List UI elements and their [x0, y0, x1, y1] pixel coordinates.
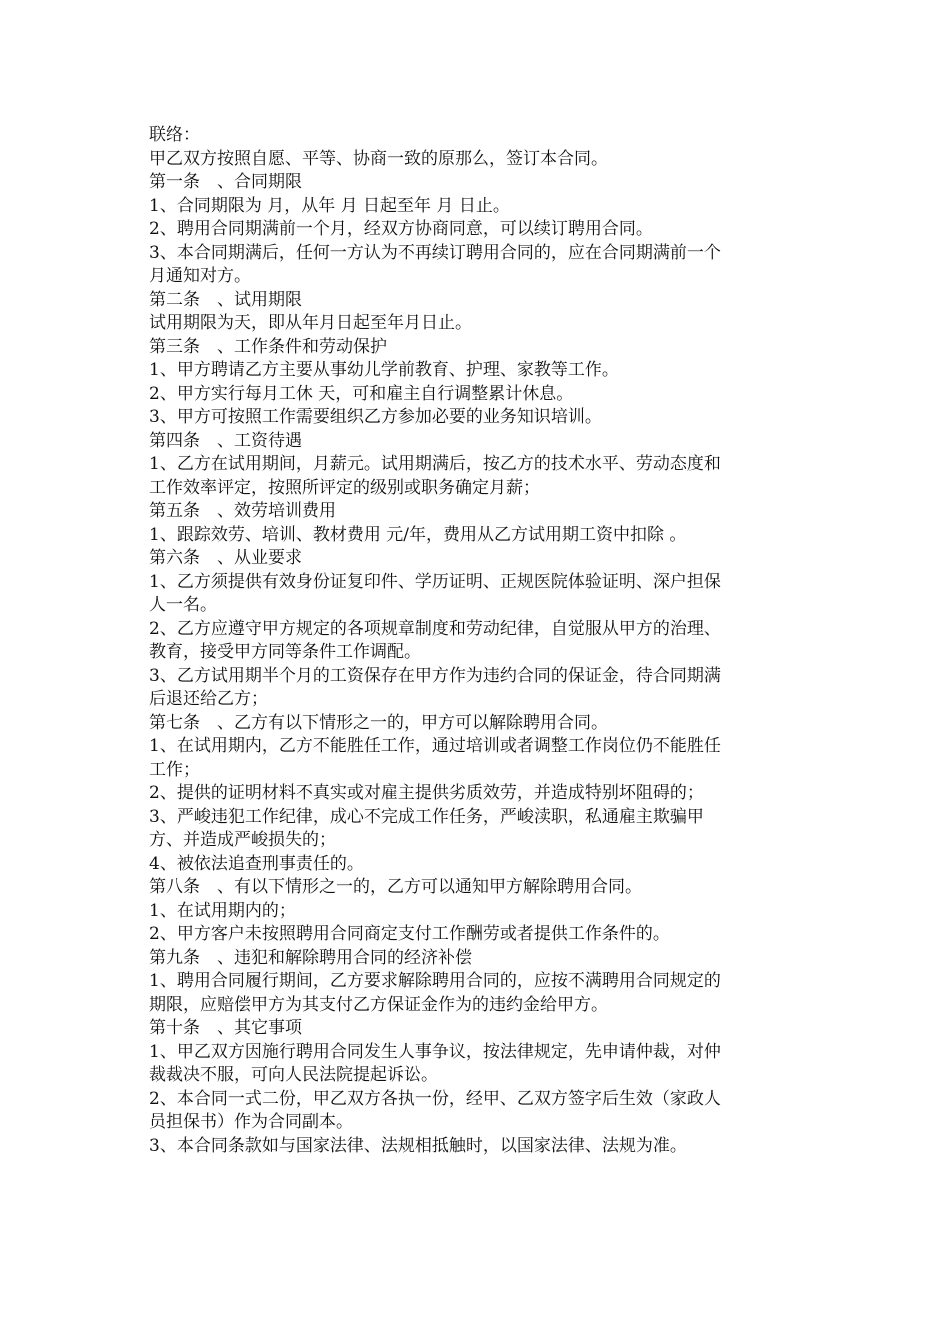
text-line: 2、提供的证明材料不真实或对雇主提供劣质效劳，并造成特别坏阻碍的；: [149, 783, 704, 803]
text-line: 1、甲方聘请乙方主要从事幼儿学前教育、护理、家教等工作。: [149, 360, 619, 380]
text-line: 2、甲方客户未按照聘用合同商定支付工作酬劳或者提供工作条件的。: [149, 924, 670, 944]
text-line: 试用期限为天，即从年月日起至年月日止。: [149, 313, 472, 333]
text-line: 2、甲方实行每月工休 天，可和雇主自行调整累计休息。: [149, 383, 574, 404]
text-line: 1、甲乙双方因施行聘用合同发生人事争议，按法律规定，先申请仲裁，对仲: [149, 1041, 721, 1062]
text-line: 1、聘用合同履行期间，乙方要求解除聘用合同的，应按不满聘用合同规定的: [149, 971, 721, 991]
article-heading: 第三条 、工作条件和劳动保护: [149, 336, 387, 357]
text-line: 3、严峻违犯工作纪律，成心不完成工作任务，严峻渎职，私通雇主欺骗甲: [149, 806, 704, 827]
text-line: 2、聘用合同期满前一个月，经双方协商同意，可以续订聘用合同。: [149, 219, 653, 239]
text-line: 1、合同期限为 月，从年 月 日起至年 月 日止。: [149, 195, 510, 216]
text-line: 甲乙双方按照自愿、平等、协商一致的原那么，签订本合同。: [149, 148, 608, 169]
text-line: 方、并造成严峻损失的；: [149, 830, 336, 850]
text-line: 后退还给乙方；: [149, 689, 268, 709]
text-line: 月通知对方。: [149, 266, 251, 286]
article-heading: 第一条 、合同期限: [149, 172, 302, 192]
text-line: 联络：: [149, 125, 200, 145]
article-heading: 第八条 、有以下情形之一的，乙方可以通知甲方解除聘用合同。: [149, 877, 642, 897]
document-page: [149, 124, 795, 1158]
article-heading: 第七条 、乙方有以下情形之一的，甲方可以解除聘用合同。: [149, 712, 608, 733]
text-line: 3、本合同条款如与国家法律、法规相抵触时，以国家法律、法规为准。: [149, 1135, 687, 1156]
text-line: 2、本合同一式二份，甲乙双方各执一份，经甲、乙双方签字后生效（家政人: [149, 1088, 721, 1109]
text-line: 4、被依法追查刑事责任的。: [149, 853, 364, 874]
text-line: 2、乙方应遵守甲方规定的各项规章制度和劳动纪律，自觉服从甲方的治理、: [149, 618, 721, 639]
article-heading: 第四条 、工资待遇: [149, 430, 302, 451]
text-line: 教育，接受甲方同等条件工作调配。: [149, 642, 421, 662]
article-heading: 第六条 、从业要求: [149, 548, 302, 568]
article-heading: 第五条 、效劳培训费用: [149, 501, 336, 521]
text-line: 期限，应赔偿甲方为其支付乙方保证金作为的违约金给甲方。: [149, 994, 608, 1015]
article-heading: 第十条 、其它事项: [149, 1018, 302, 1038]
text-line: 1、在试用期内的；: [149, 900, 296, 921]
text-line: 1、在试用期内，乙方不能胜任工作，通过培训或者调整工作岗位仍不能胜任: [149, 736, 721, 756]
text-line: 员担保书）作为合同副本。: [149, 1112, 353, 1132]
article-heading: 第二条 、试用期限: [149, 289, 302, 310]
text-line: 3、甲方可按照工作需要组织乙方参加必要的业务知识培训。: [149, 407, 602, 427]
text-line: 工作；: [149, 759, 200, 780]
text-line: 1、乙方在试用期间，月薪元。试用期满后，按乙方的技术水平、劳动态度和: [149, 454, 721, 474]
text-line: 1、乙方须提供有效身份证复印件、学历证明、正规医院体验证明、深户担保: [149, 571, 721, 592]
text-line: 3、本合同期满后，任何一方认为不再续订聘用合同的，应在合同期满前一个: [149, 242, 721, 263]
text-line: 人一名。: [149, 595, 217, 615]
article-heading: 第九条 、违犯和解除聘用合同的经济补偿: [149, 947, 472, 968]
text-line: 1、跟踪效劳、培训、教材费用 元/年，费用从乙方试用期工资中扣除 。: [149, 524, 687, 545]
text-line: 3、乙方试用期半个月的工资保存在甲方作为违约合同的保证金，待合同期满: [149, 665, 721, 686]
text-line: 裁裁决不服，可向人民法院提起诉讼。: [149, 1065, 438, 1085]
text-line: 工作效率评定，按照所评定的级别或职务确定月薪；: [149, 477, 540, 498]
